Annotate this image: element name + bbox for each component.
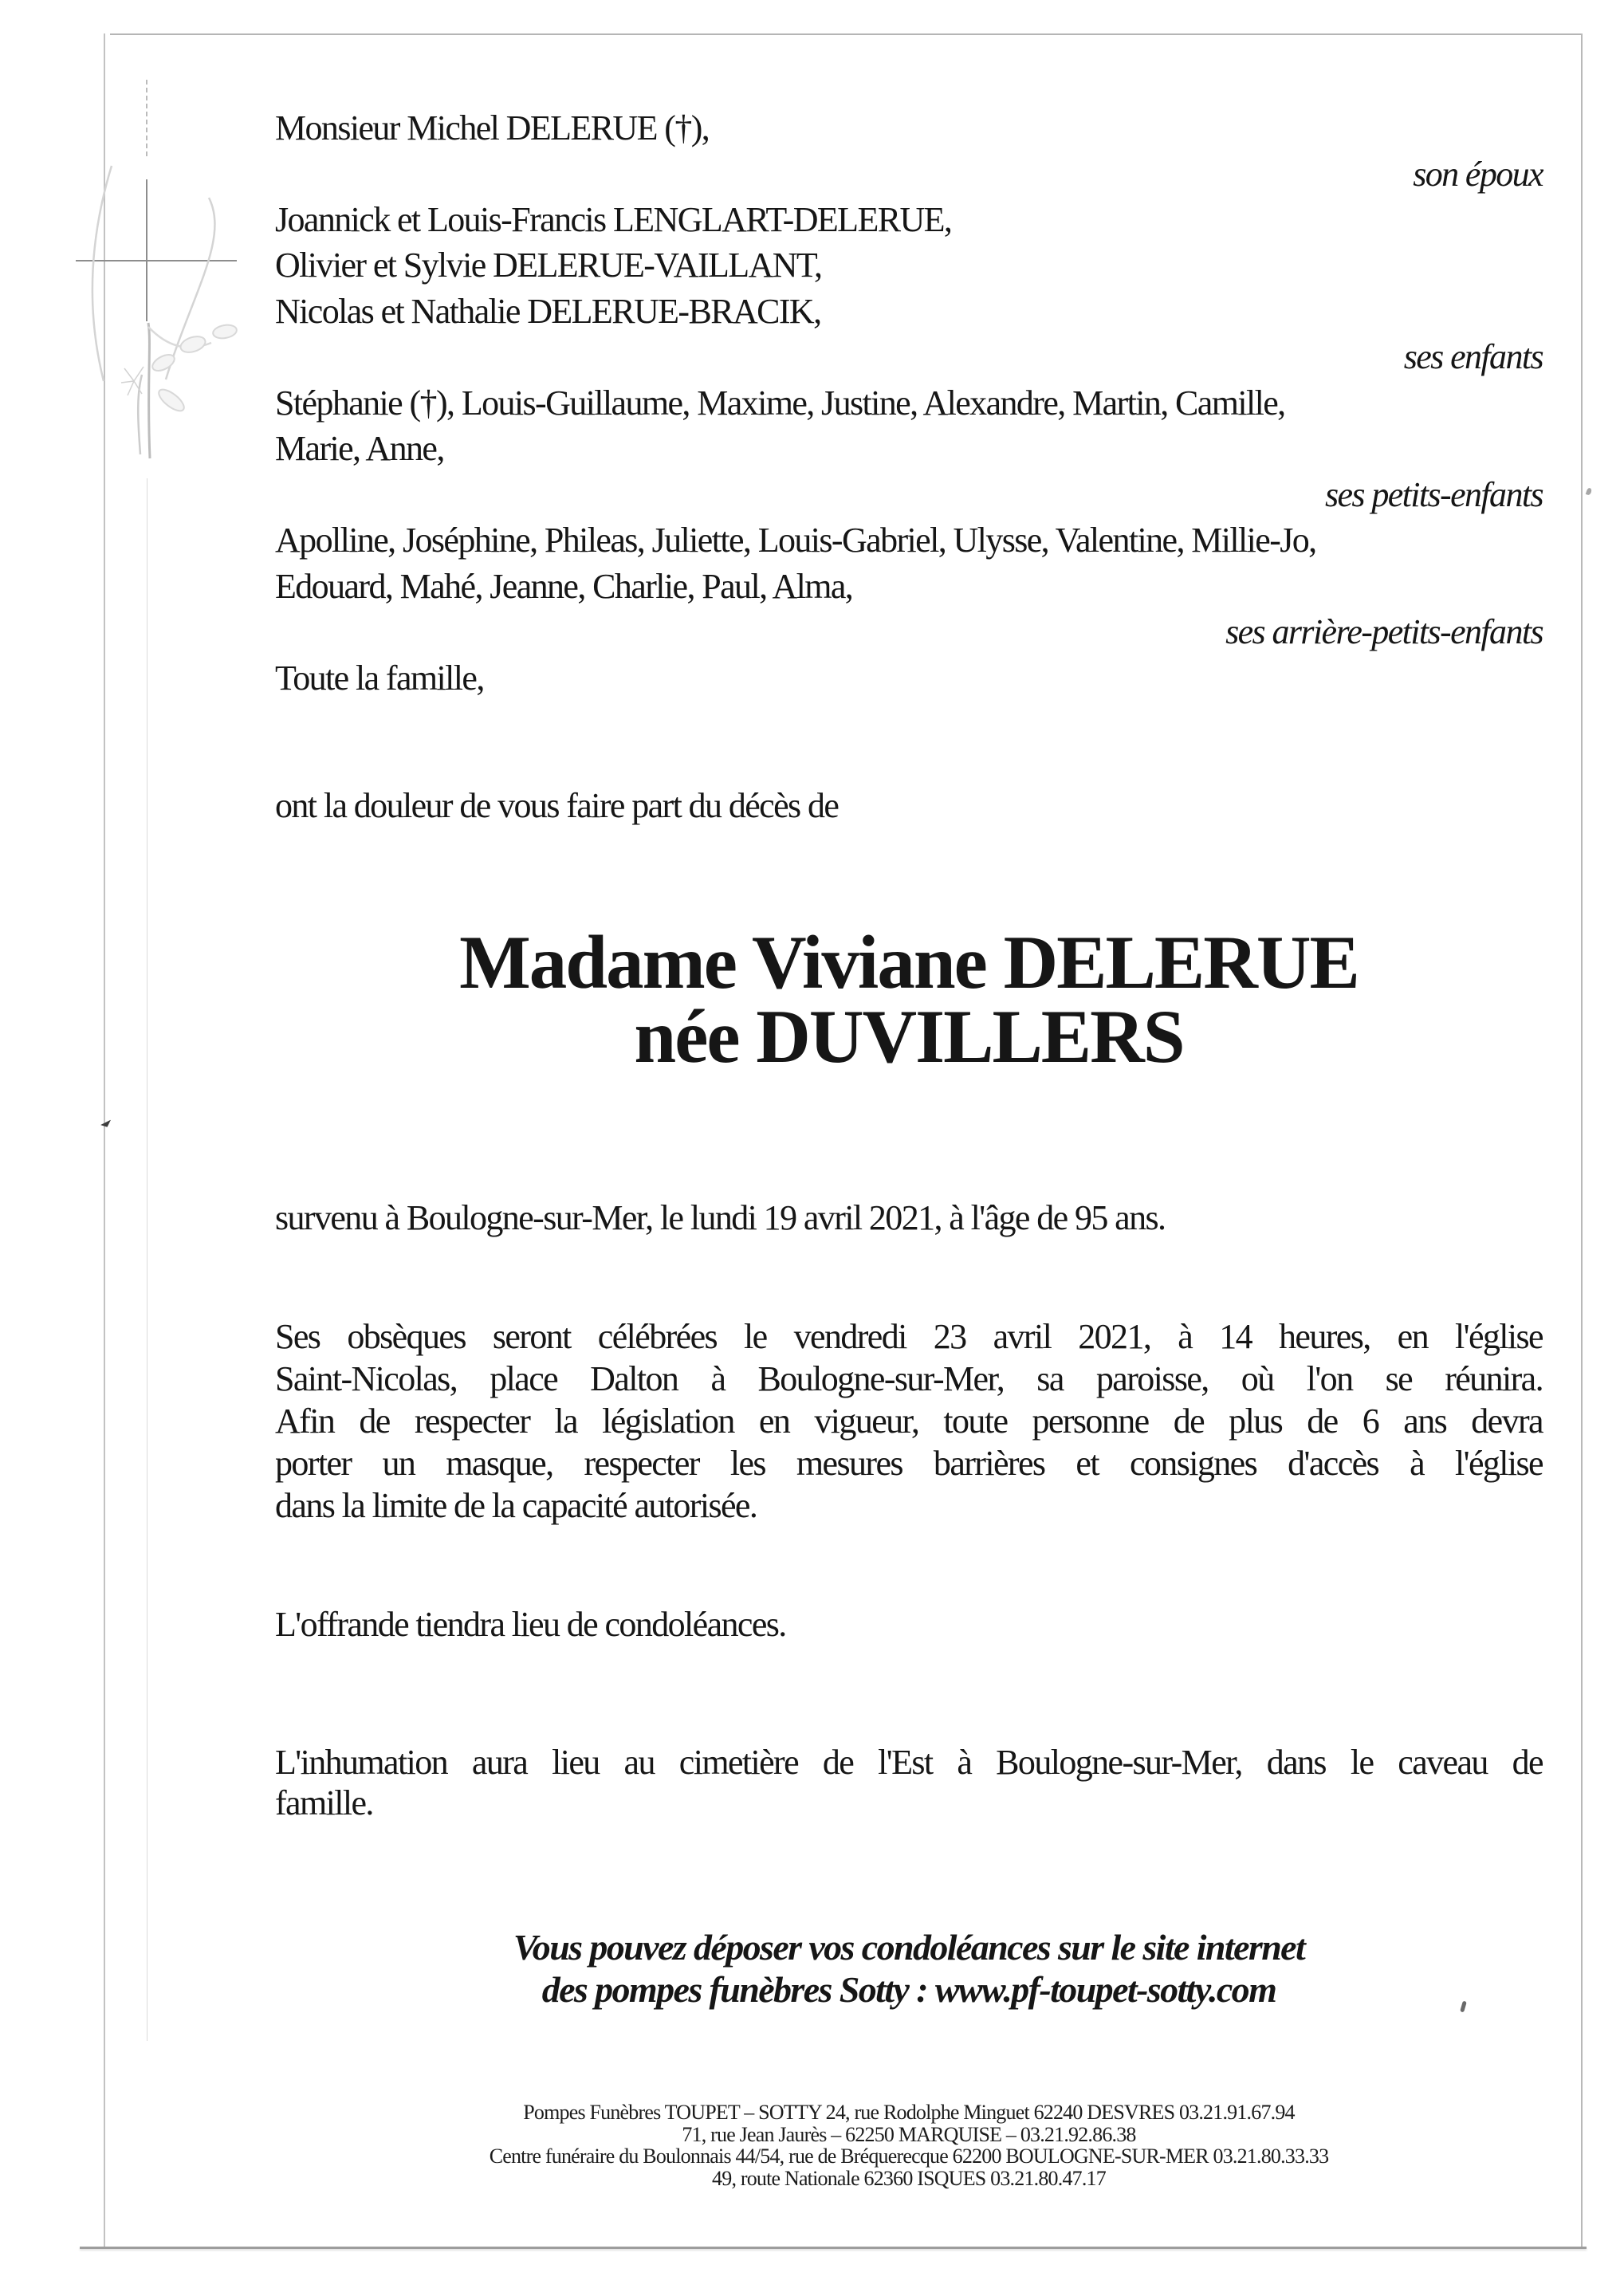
footer-line-1: Pompes Funèbres TOUPET – SOTTY 24, rue Rodolphe Minguet 62240 DESVRES 03.21.91.67.94 [523,2101,1295,2124]
page-edge-right [1581,33,1583,2248]
condolences-notice [275,1926,1543,2011]
grandchildren-line-2: Marie, Anne, [275,429,444,468]
label-arriere-petits-enfants: ses arrière-petits-enfants [1225,612,1543,651]
condolences-line-1: Vous pouvez déposer vos condoléances sur le site internet [513,1927,1305,1968]
page-edge-top [110,33,1583,35]
burial-line: famille. [275,1783,373,1822]
funeral-line: dans la limite de la capacité autorisée. [275,1486,757,1525]
funeral-line: porter un masque, respecter les mesures barrières et consignes d'accès à l'église [275,1444,1543,1483]
label-son-epoux: son époux [1413,155,1543,194]
label-petits-enfants: ses petits-enfants [1324,475,1543,514]
deceased-name-line: Madame Viviane DELERUE [459,920,1359,1005]
footer-line-3: Centre funéraire du Boulonnais 44/54, rue de Bréquerecque 62200 BOULOGNE-SUR-MER 03.21.80.33.33 [489,2145,1329,2168]
husband-line: Monsieur Michel DELERUE (†), [275,108,710,147]
scan-speck [1586,487,1592,495]
child-line-1: Joannick et Louis-Francis LENGLART-DELERUE, [275,200,952,239]
grandchildren-line-1: Stéphanie (†), Louis-Guillaume, Maxime, Justine, Alexandre, Martin, Camille, [275,383,1285,423]
footer-line-4: 49, route Nationale 62360 ISQUES 03.21.80.47.17 [712,2166,1106,2190]
offering-line: L'offrande tiendra lieu de condoléances. [275,1605,786,1644]
greatgrandchildren-line-2: Edouard, Mahé, Jeanne, Charlie, Paul, Alma, [275,567,853,606]
scan-speck [100,1120,112,1129]
flower-sketch [48,144,303,478]
page-edge-bottom [80,2247,1587,2249]
child-line-3: Nicolas et Nathalie DELERUE-BRACIK, [275,292,821,331]
label-ses-enfants: ses enfants [1403,337,1543,376]
greatgrandchildren-line-1: Apolline, Joséphine, Phileas, Juliette, Louis-Gabriel, Ulysse, Valentine, Millie-Jo, [275,521,1316,560]
announcement-line: ont la douleur de vous faire part du décès de [275,786,839,825]
funeral-line: Saint-Nicolas, place Dalton à Boulogne-sur-Mer, sa paroisse, où l'on se réunira. [275,1359,1543,1398]
deceased-maiden-name-line: née DUVILLERS [634,994,1184,1079]
child-line-2: Olivier et Sylvie DELERUE-VAILLANT, [275,246,822,285]
condolences-line-2: des pompes funèbres Sotty : www.pf-toupet-sotty.com [541,1969,1276,2010]
family-line: Toute la famille, [275,659,484,698]
footer-line-2: 71, rue Jean Jaurès – 62250 MARQUISE – 03.21.92.86.38 [682,2122,1136,2146]
burial-paragraph [275,1742,1543,1823]
death-notice-line: survenu à Boulogne-sur-Mer, le lundi 19 avril 2021, à l'âge de 95 ans. [275,1198,1166,1237]
funeral-home-footer [195,2101,1622,2189]
burial-line: L'inhumation aura lieu au cimetière de l'Est à Boulogne-sur-Mer, dans le caveau de [275,1743,1543,1782]
funeral-paragraph [275,1315,1543,1527]
funeral-line: Ses obsèques seront célébrées le vendredi 23 avril 2021, à 14 heures, en l'église [275,1317,1543,1356]
funeral-line: Afin de respecter la législation en vigueur, toute personne de plus de 6 ans devra [275,1402,1543,1441]
